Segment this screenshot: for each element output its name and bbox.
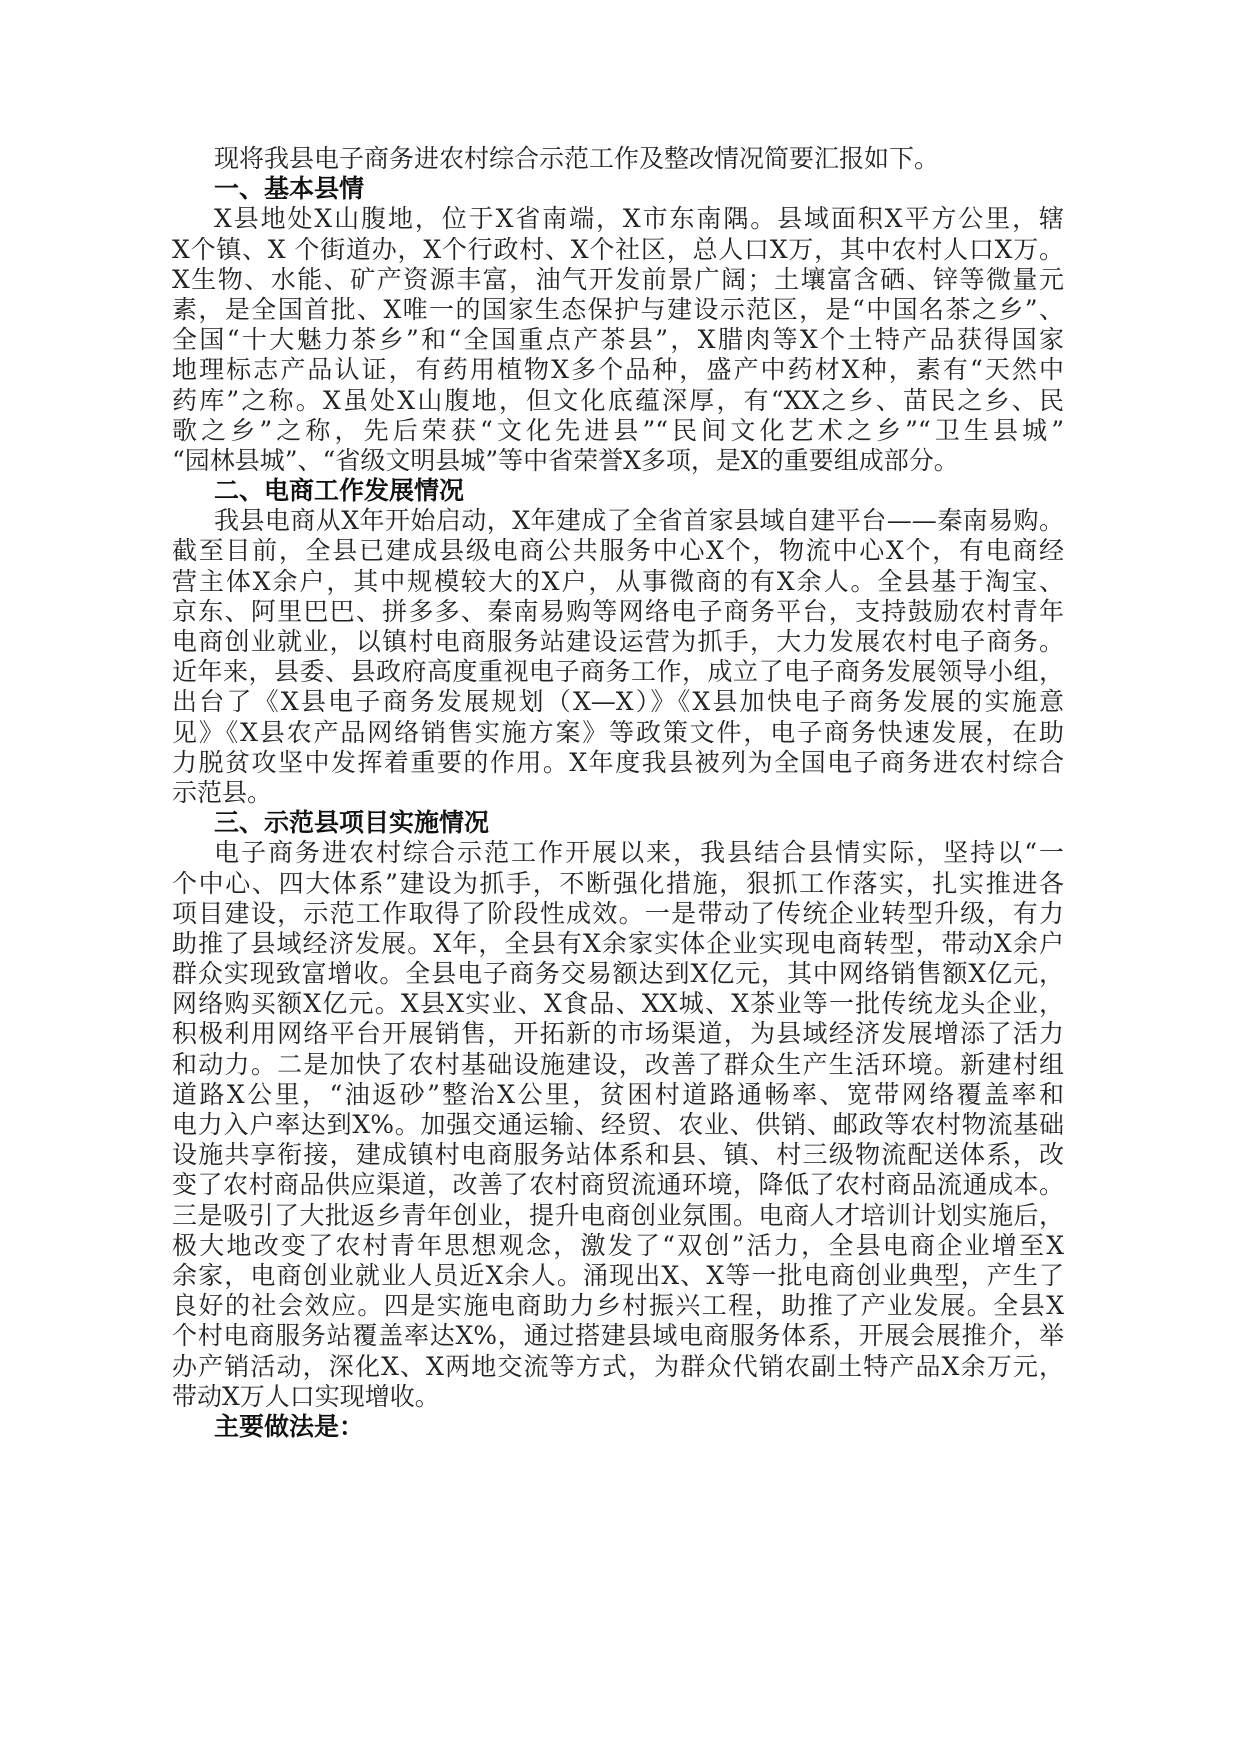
section-paragraph [172,838,1064,1412]
paragraph-line: 见》《X县农产品网络销售实施方案》等政策文件，电子商务快速发展，在助 [172,717,1064,747]
section-heading-main-practices: 主要做法是： [214,1411,365,1441]
section-heading: 三、示范县项目实施情况 [214,808,490,838]
paragraph-line: 群众实现致富增收。全县电子商务交易额达到X亿元，其中网络销售额X亿元， [172,959,1064,989]
paragraph-line: 电力入户率达到X%。加强交通运输、经贸、农业、供销、邮政等农村物流基础 [172,1110,1064,1139]
paragraph-line: 营主体X余户，其中规模较大的X户，从事微商的有X余人。全县基于淘宝、 [172,566,1064,596]
section-paragraph [172,506,1064,808]
document-page [172,144,1064,1442]
paragraph-line: X生物、水能、矿产资源丰富，油气开发前景广阔；土壤富含硒、锌等微量元 [172,264,1064,294]
paragraph-line: 药库”之称。X虽处X山腹地，但文化底蕴深厚，有“XX之乡、苗民之乡、民 [172,385,1064,415]
paragraph-line: 极大地改变了农村青年思想观念，激发了“双创”活力，全县电商企业增至X [172,1230,1064,1260]
paragraph-line: 近年来，县委、县政府高度重视电子商务工作，成立了电子商务发展领导小组， [172,657,1064,687]
paragraph-line: 地理标志产品认证，有药用植物X多个品种，盛产中药材X种，素有“天然中 [172,355,1064,385]
paragraph-line: 设施共享衔接，建成镇村电商服务站体系和县、镇、村三级物流配送体系，改 [172,1140,1064,1170]
paragraph-line: 截至目前，全县已建成县级电商公共服务中心X个，物流中心X个，有电商经 [172,536,1064,566]
document-body [172,174,1064,1412]
paragraph-line: 电子商务进农村综合示范工作开展以来，我县结合县情实际，坚持以“一 [214,838,1064,868]
paragraph-line: 歌之乡”之称，先后荣获“文化先进县”“民间文化艺术之乡”“卫生县城” [172,415,1064,445]
paragraph-line: 三是吸引了大批返乡青年创业，提升电商创业氛围。电商人才培训计划实施后， [172,1200,1064,1230]
paragraph-line: 个中心、四大体系”建设为抓手，不断强化措施，狠抓工作落实，扎实推进各 [172,868,1064,898]
paragraph-line: 道路X公里，“油返砂”整治X公里，贫困村道路通畅率、宽带网络覆盖率和 [172,1079,1064,1109]
paragraph-line: 我县电商从X年开始启动，X年建成了全省首家县域自建平台——秦南易购。 [214,506,1064,536]
section-heading: 一、基本县情 [214,174,365,204]
paragraph-line: X县地处X山腹地，位于X省南端，X市东南隅。县域面积X平方公里，辖 [214,204,1064,234]
paragraph-line: X个镇、X 个街道办，X个行政村、X个社区，总人口X万，其中农村人口X万。 [172,234,1064,264]
paragraph-line: 余家，电商创业就业人员近X余人。涌现出X、X等一批电商创业典型，产生了 [172,1260,1064,1290]
paragraph-line: 全国“十大魅力茶乡”和“全国重点产茶县”，X腊肉等X个土特产品获得国家 [172,325,1064,355]
paragraph-line: 带动X万人口实现增收。 [172,1381,440,1411]
paragraph-line: 个村电商服务站覆盖率达X%，通过搭建县域电商服务体系，开展会展推介，举 [172,1321,1064,1351]
paragraph-line: 变了农村商品供应渠道，改善了农村商贸流通环境，降低了农村商品流通成本。 [172,1170,1064,1200]
section-heading: 二、电商工作发展情况 [214,476,465,506]
paragraph-line: 出台了《X县电子商务发展规划（X—X）》《X县加快电子商务发展的实施意 [172,687,1064,717]
paragraph-line: 素，是全国首批、X唯一的国家生态保护与建设示范区，是“中国名茶之乡”、 [172,294,1064,324]
paragraph-line: 京东、阿里巴巴、拼多多、秦南易购等网络电子商务平台，支持鼓励农村青年 [172,596,1064,626]
paragraph-line: 示范县。 [172,777,273,807]
intro-paragraph: 现将我县电子商务进农村综合示范工作及整改情况简要汇报如下。 [214,144,940,173]
paragraph-line: 网络购买额X亿元。X县X实业、X食品、XX城、X茶业等一批传统龙头企业， [172,989,1064,1019]
paragraph-line: 电商创业就业，以镇村电商服务站建设运营为抓手，大力发展农村电子商务。 [172,627,1064,656]
paragraph-line: 项目建设，示范工作取得了阶段性成效。一是带动了传统企业转型升级，有力 [172,898,1064,928]
paragraph-line: 积极利用网络平台开展销售，开拓新的市场渠道，为县域经济发展增添了活力 [172,1019,1064,1049]
section-paragraph [172,204,1064,476]
paragraph-line: 和动力。二是加快了农村基础设施建设，改善了群众生产生活环境。新建村组 [172,1049,1064,1079]
paragraph-line: 助推了县域经济发展。X年，全县有X余家实体企业实现电商转型，带动X余户 [172,928,1064,958]
paragraph-line: 力脱贫攻坚中发挥着重要的作用。X年度我县被列为全国电子商务进农村综合 [172,747,1064,777]
paragraph-line: 良好的社会效应。四是实施电商助力乡村振兴工程，助推了产业发展。全县X [172,1291,1064,1321]
paragraph-line: “园林县城”、“省级文明县城”等中省荣誉X多项，是X的重要组成部分。 [172,445,959,475]
paragraph-line: 办产销活动，深化X、X两地交流等方式，为群众代销农副土特产品X余万元， [172,1351,1064,1381]
